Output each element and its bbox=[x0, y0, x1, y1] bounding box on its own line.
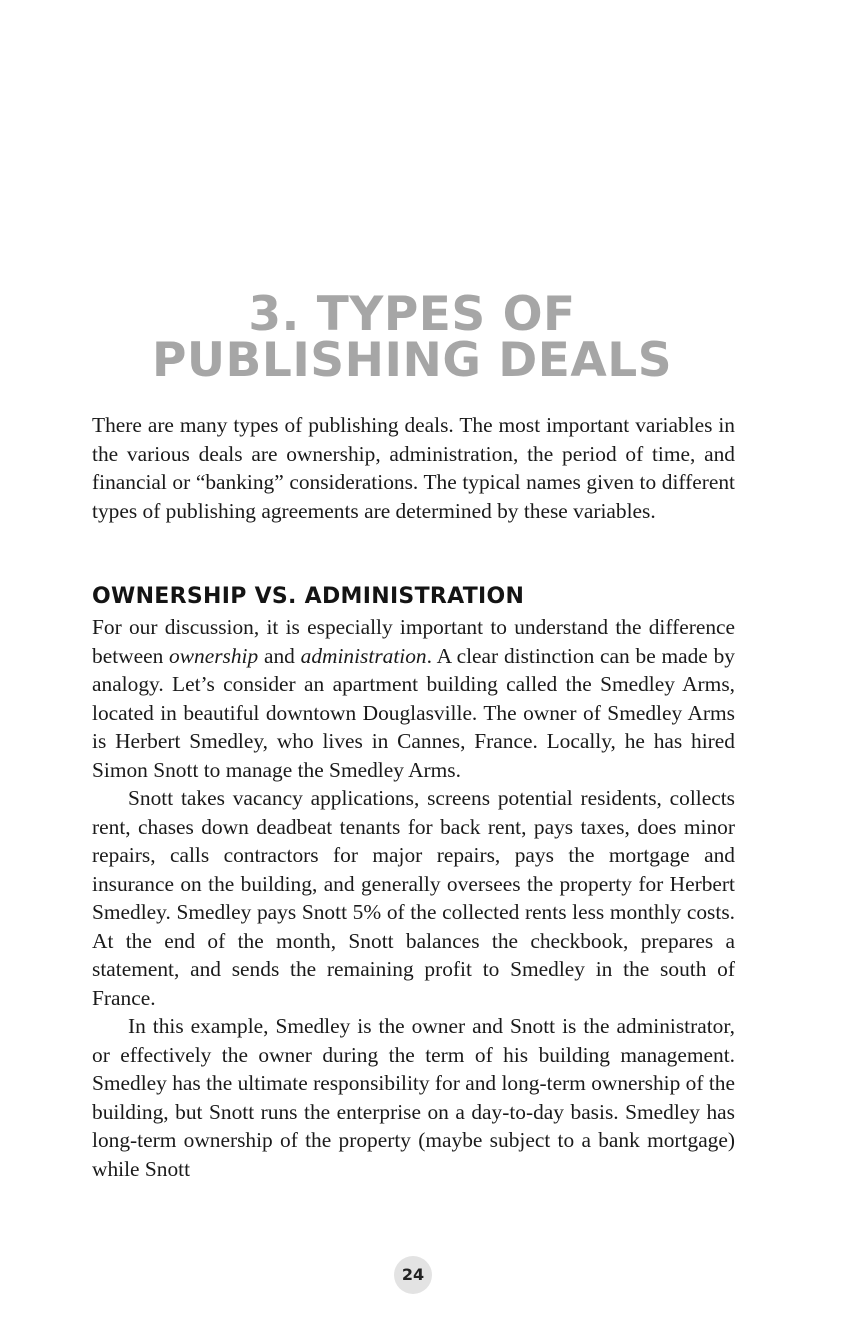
chapter-title-line-2: PUBLISHING DEALS bbox=[151, 333, 673, 388]
paragraph-2: Snott takes vacancy applications, screens potential residents, collects rent, chases down deadbeat tenants for back rent, pays taxes, does minor repairs, calls contractors for major repairs, pays the mortgage and insurance on the building, and generally oversees the property for Herbert Smedley. Smedley pays Snott 5% of the collected rents less monthly costs. At the end of the month, Snott balances the checkbook, prepares a statement, and sends the remaining profit to Smedley in the south of France. bbox=[92, 786, 735, 1010]
paragraph-1 bbox=[92, 613, 735, 784]
chapter-title-line-1: 3. TYPES OF bbox=[248, 287, 576, 342]
section-heading: OWNERSHIP VS. ADMINISTRATION bbox=[92, 584, 525, 609]
section-body bbox=[92, 613, 735, 1183]
emphasis-ownership: ownership bbox=[169, 643, 259, 668]
chapter-title bbox=[0, 287, 824, 388]
intro-text bbox=[92, 411, 735, 525]
page-number-badge: 24 bbox=[394, 1256, 432, 1294]
paragraph-1-text-a: For our discussion, it is especially important to understand the difference between bbox=[92, 615, 735, 668]
paragraph-1-text-c: . A clear distinction can be made by analogy. Let’s consider an apartment building called the Smedley Arms, located in beautiful downtown Douglasville. The owner of Smedley Arms is Herbert Smedley, who lives in Cannes, France. Locally, he has hired Simon Snott to manage the Smedley Arms. bbox=[92, 643, 735, 782]
emphasis-administration: administration bbox=[300, 643, 427, 668]
intro-paragraph: There are many types of publishing deals. The most important variables in the various deals are ownership, administration, the period of time, and financial or “banking” considerations. The typical names given to different types of publishing agreements are determined by these variables. bbox=[92, 413, 735, 523]
paragraph-1-text-b: and bbox=[258, 643, 301, 668]
paragraph-3: In this example, Smedley is the owner and Snott is the administrator, or effectively the owner during the term of his building management. Smedley has the ultimate responsibility for and long-term ownership of the building, but Snott runs the enterprise on a day-to-day basis. Smedley has long-term ownership of the property (maybe subject to a bank mortgage) while Snott bbox=[92, 1014, 735, 1181]
